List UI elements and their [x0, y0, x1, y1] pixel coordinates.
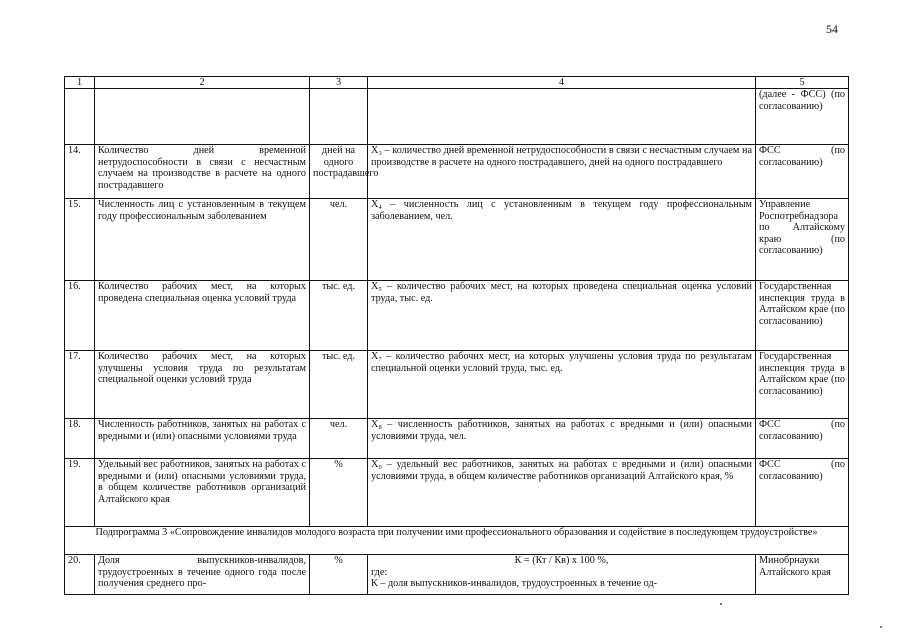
indicator-name: Доля выпускников-инвалидов, трудоустроенных в течение одного года после получения среднего про-: [95, 555, 310, 595]
table-row: [65, 145, 849, 199]
description: Х₇ – количество рабочих мест, на которых улучшены условия труда по результатам специальной оценки условий труда, тыс. ед.: [368, 351, 756, 419]
table-row: [65, 555, 849, 595]
source: (далее - ФСС) (по согласованию): [756, 89, 849, 145]
source: Государственная инспекция труда в Алтайском крае (по согласованию): [756, 351, 849, 419]
unit: тыс. ед.: [310, 281, 368, 351]
description: Х₃ – количество дней временной нетрудоспособности в связи с несчастным случаем на производстве в расчете на одного пострадавшего, дней на одного пострадавшего: [368, 145, 756, 199]
unit: чел.: [310, 419, 368, 459]
indicator-name: Количество рабочих мест, на которых улучшены условия труда по результатам специальной оценки условий труда: [95, 351, 310, 419]
row-number: 14.: [65, 145, 95, 199]
indicator-name: Численность лиц с установленным в текущем году профессиональным заболеванием: [95, 199, 310, 281]
source: ФСС (по согласованию): [756, 459, 849, 527]
description: Х₄ – численность лиц с установленным в текущем году профессиональным заболеванием, чел.: [368, 199, 756, 281]
indicator-name: Количество рабочих мест, на которых проведена специальная оценка условий труда: [95, 281, 310, 351]
formula: К = (Кт / Кв) х 100 %,: [514, 555, 609, 566]
indicator-name: Удельный вес работников, занятых на работах с вредными и (или) опасными условиями труда, в общем количестве работников организаций Алтайского края: [95, 459, 310, 527]
page-number: 54: [826, 22, 838, 36]
source: Минобрнауки Алтайского края: [756, 555, 849, 595]
row-number: 17.: [65, 351, 95, 419]
col-number-5: 5: [756, 77, 849, 89]
col-number-3: 3: [310, 77, 368, 89]
subprogram-row: [65, 527, 849, 555]
row-number: 19.: [65, 459, 95, 527]
indicator-name: Количество дней временной нетрудоспособности в связи с несчастным случаем на производстве в расчете на одного пострадавшего: [95, 145, 310, 199]
description: Х₈ – численность работников, занятых на работах с вредными и (или) опасными условиями труда, чел.: [368, 419, 756, 459]
table-row: [65, 281, 849, 351]
description: Х₉ – удельный вес работников, занятых на работах с вредными и (или) опасными условиями труда, в общем количестве работников организаций Алтайского края, %: [368, 459, 756, 527]
formula-where: где:: [371, 566, 388, 578]
indicator-name: Численность работников, занятых на работах с вредными и (или) опасными условиями труда: [95, 419, 310, 459]
column-number-row: [65, 77, 849, 89]
unit: %: [310, 459, 368, 527]
indicators-table: [64, 76, 849, 595]
row-number: 16.: [65, 281, 95, 351]
unit: %: [310, 555, 368, 595]
indicator-name: [95, 89, 310, 145]
table-row: [65, 459, 849, 527]
description: Х₅ – количество рабочих мест, на которых проведена специальная оценка условий труда, тыс. ед.: [368, 281, 756, 351]
formula-description: К – доля выпускников-инвалидов, трудоустроенных в течение од-: [371, 578, 658, 590]
row-number: 18.: [65, 419, 95, 459]
col-number-1: 1: [65, 77, 95, 89]
unit: чел.: [310, 199, 368, 281]
description: [368, 555, 756, 595]
unit: тыс. ед.: [310, 351, 368, 419]
source: ФСС (по согласованию): [756, 419, 849, 459]
source: Управление Роспотребнадзора по Алтайскому краю (по согласованию): [756, 199, 849, 281]
description: [368, 89, 756, 145]
table-row: [65, 89, 849, 145]
scan-speck: [880, 626, 882, 628]
table-row: [65, 419, 849, 459]
source: ФСС (по согласованию): [756, 145, 849, 199]
table-row: [65, 199, 849, 281]
col-number-2: 2: [95, 77, 310, 89]
subprogram-title: Подпрограмма 3 «Сопровождение инвалидов молодого возраста при получении ими профессионального образования и содействие в последующем трудоустройстве»: [65, 527, 849, 555]
row-number: 20.: [65, 555, 95, 595]
unit: дней на одного пострадавшего: [310, 145, 368, 199]
row-number: 15.: [65, 199, 95, 281]
table-row: [65, 351, 849, 419]
source: Государственная инспекция труда в Алтайском крае (по согласованию): [756, 281, 849, 351]
col-number-4: 4: [368, 77, 756, 89]
row-number: [65, 89, 95, 145]
scan-speck: [720, 603, 722, 605]
unit: [310, 89, 368, 145]
